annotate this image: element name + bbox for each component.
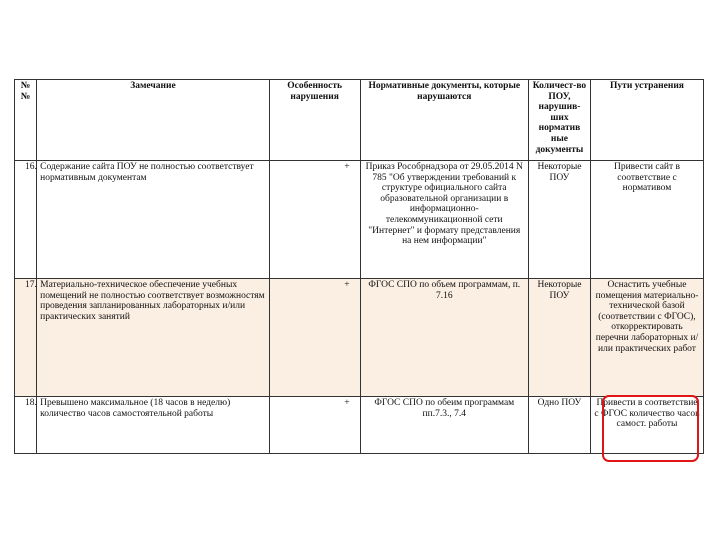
row-num: 16.	[15, 161, 37, 279]
header-num: №№	[15, 80, 37, 161]
row-remark: Содержание сайта ПОУ не полностью соответствует нормативным документам	[37, 161, 270, 279]
table-row	[15, 397, 704, 454]
row-fix: Оснастить учебные помещения материально-технической базой (соответствии с ФГОС), откорректировать перечни лабораторных и/или практических работ	[590, 279, 703, 397]
row-fix: Привести в соответствие с ФГОС количество часов самост. работы	[590, 397, 703, 454]
header-docs: Нормативные документы, которые нарушаются	[360, 80, 528, 161]
violations-table	[14, 79, 704, 454]
table-row	[15, 161, 704, 279]
row-count: Одно ПОУ	[528, 397, 590, 454]
header-feature: Особенность нарушения	[269, 80, 360, 161]
row-remark: Материально-техническое обеспечение учебных помещений не полностью соответствует возможностям проведения запланированных лабораторных и/или практических занятий	[37, 279, 270, 397]
header-remark: Замечание	[37, 80, 270, 161]
row-docs: ФГОС СПО по объем программам, п. 7.16	[360, 279, 528, 397]
row-docs: Приказ Рособрнадзора от 29.05.2014 N 785 "Об утверждении требований к структуре официального сайта образовательной организации в информационно-телекоммуникационной сети "Интернет" и формату представления на нем информации"	[360, 161, 528, 279]
header-fix: Пути устранения	[590, 80, 703, 161]
row-fix: Привести сайт в соответствие с нормативом	[590, 161, 703, 279]
row-count: Некоторые ПОУ	[528, 279, 590, 397]
row-docs: ФГОС СПО по обеим программам пп.7.3., 7.4	[360, 397, 528, 454]
table-header-row	[15, 80, 704, 161]
row-feature: +	[269, 397, 360, 454]
header-count: Количест-во ПОУ, нарушив-ших норматив ные документы	[528, 80, 590, 161]
row-num: 17.	[15, 279, 37, 397]
row-num: 18.	[15, 397, 37, 454]
row-remark: Превышено максимальное (18 часов в неделю) количество часов самостоятельной работы	[37, 397, 270, 454]
row-count: Некоторые ПОУ	[528, 161, 590, 279]
annotation-highlight-box	[602, 395, 699, 462]
table-row	[15, 279, 704, 397]
row-feature: +	[269, 279, 360, 397]
row-feature: +	[269, 161, 360, 279]
